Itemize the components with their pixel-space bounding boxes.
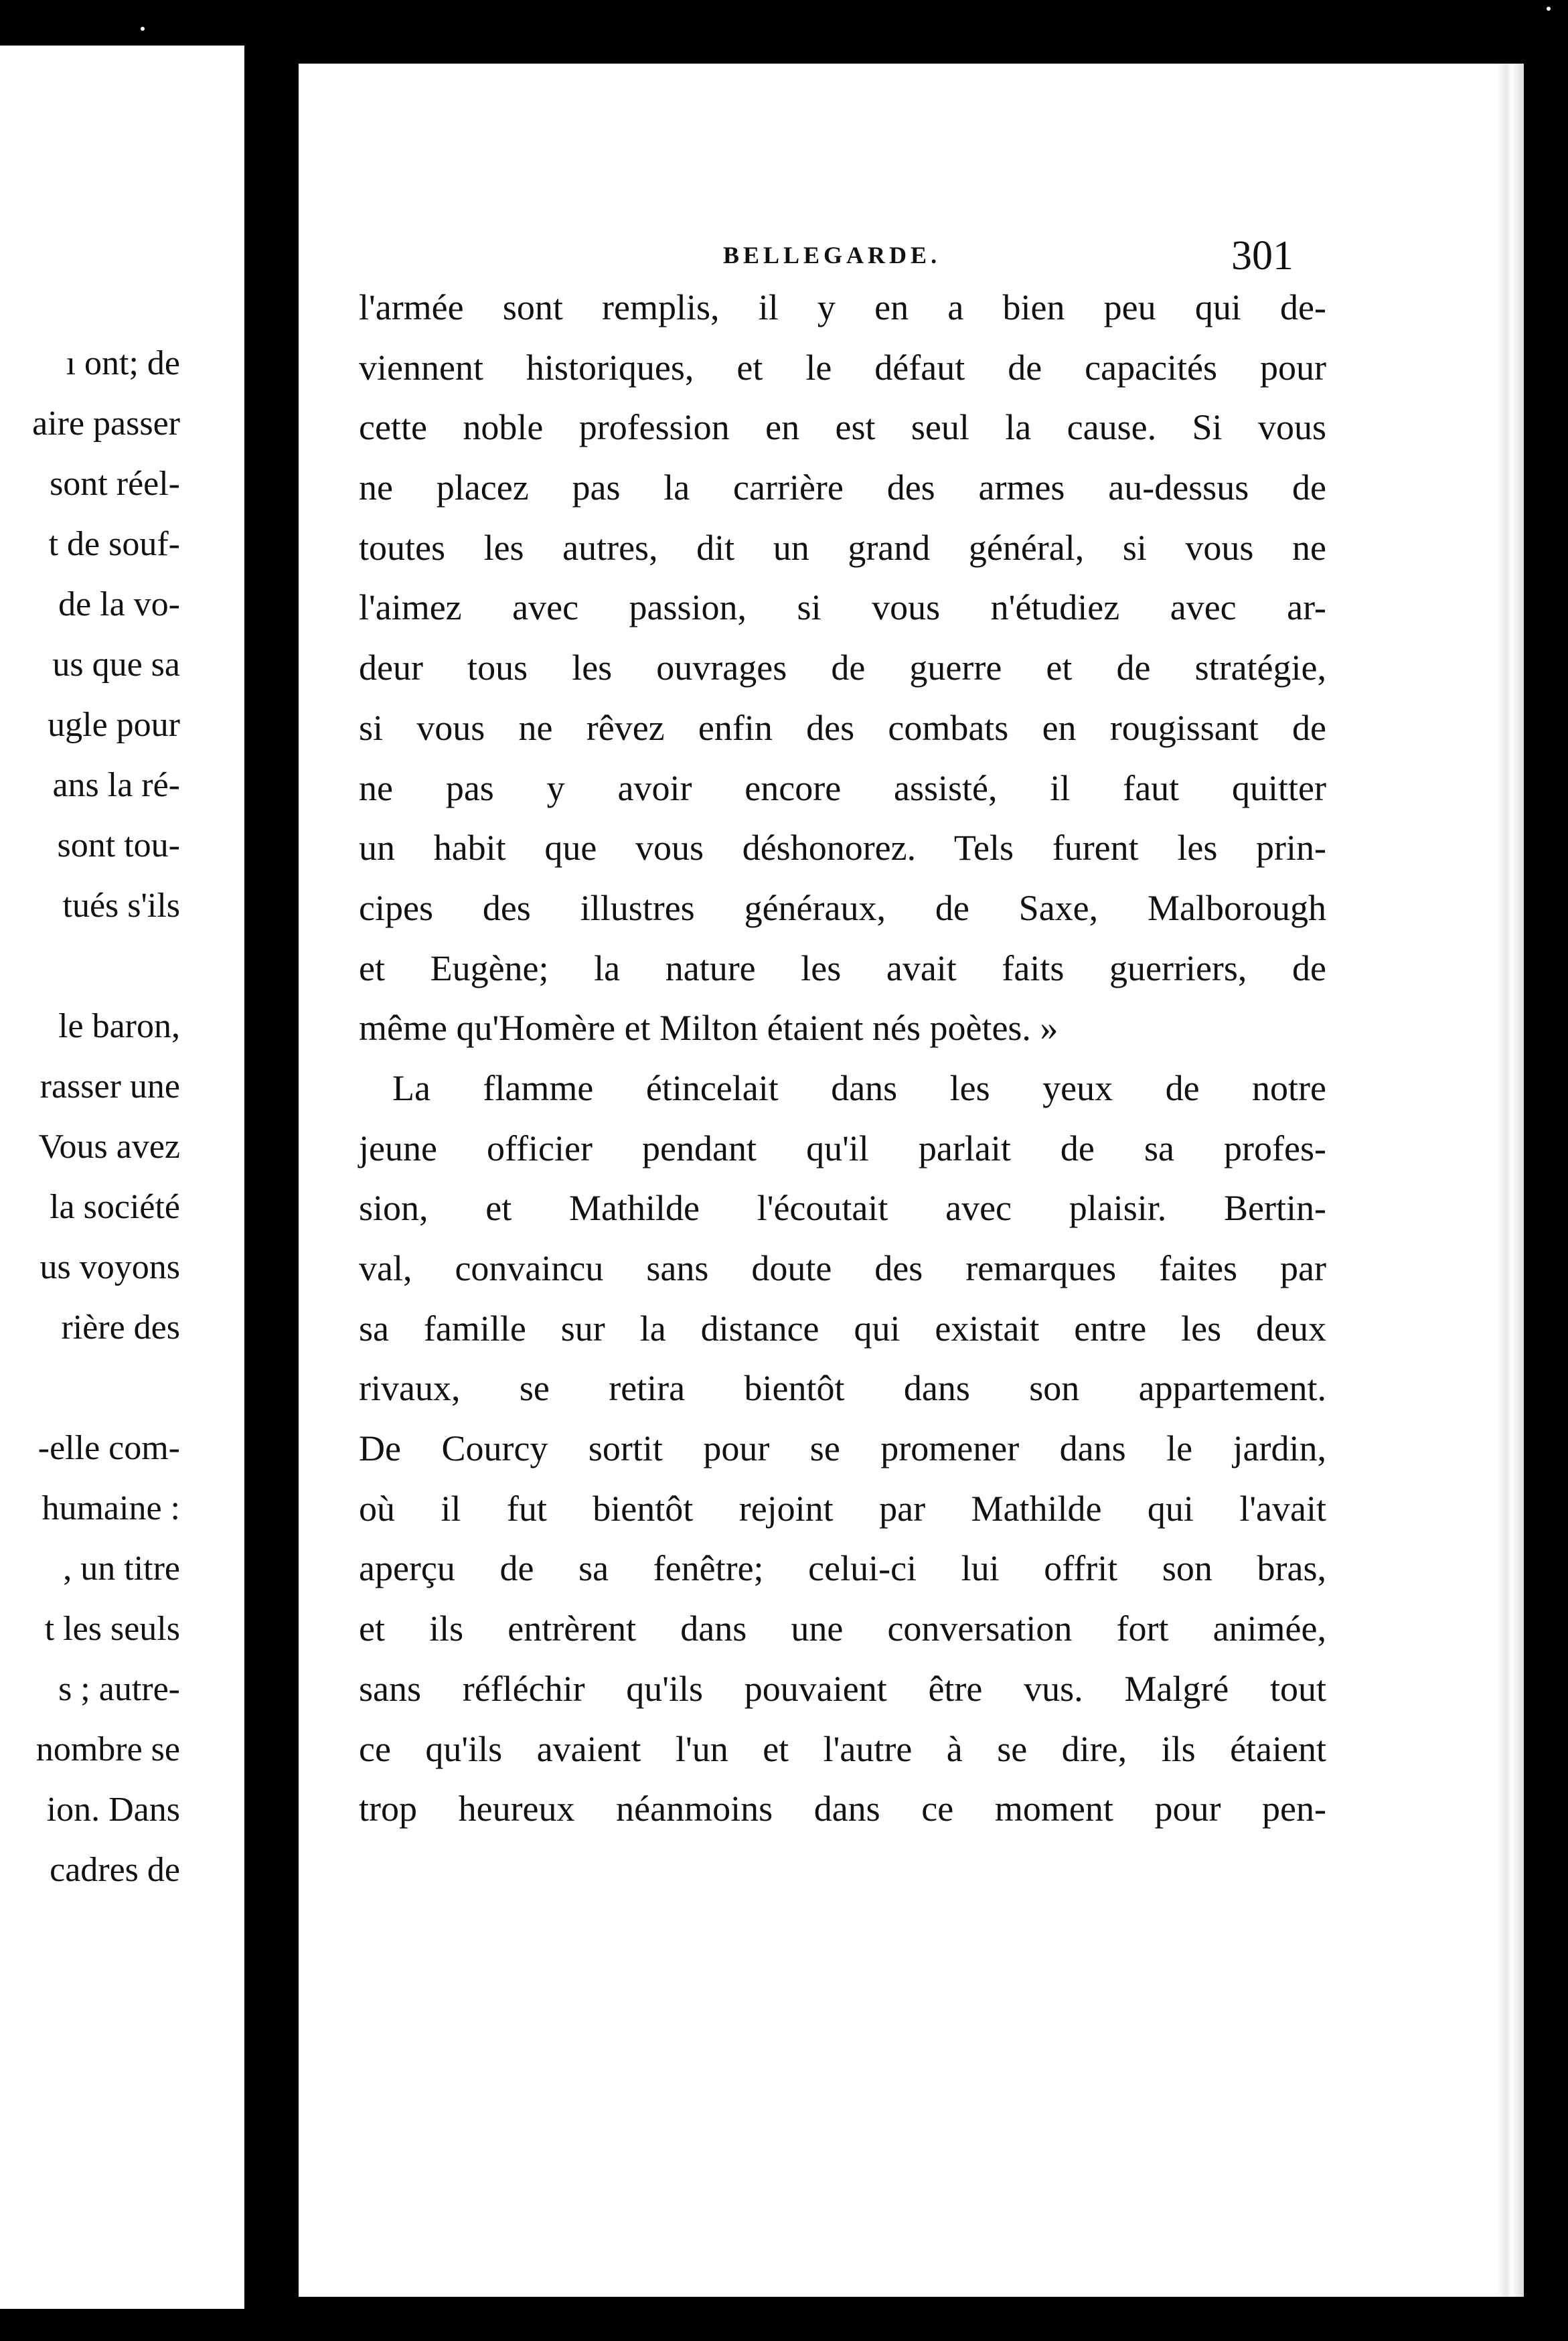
left-line: sont tou- [57,826,180,864]
left-line: tués s'ils [62,887,180,925]
left-line: -elle com- [37,1429,180,1467]
text-line: même qu'Homère et Milton étaient nés poètes. » [359,1008,1059,1049]
left-line: sont réel- [50,465,180,503]
page-edge-shadow [1497,64,1524,2297]
left-line: ion. Dans [46,1791,180,1829]
body-text [359,278,1326,1839]
text-line: val, convaincu sans doute des remarques faites par [359,1248,1326,1288]
left-line: humaine : [42,1489,180,1527]
left-line: t de souf- [48,525,180,563]
text-line: trop heureux néanmoins dans ce moment pour pen- [359,1789,1326,1829]
left-line: rasser une [40,1067,180,1106]
scan-speck [1547,7,1551,11]
left-line: la société [50,1188,180,1226]
scan-speck [141,27,145,31]
text-line: aperçu de sa fenêtre; celui-ci lui offrit son bras, [359,1548,1326,1589]
left-line: , un titre [63,1550,180,1588]
text-line: ce qu'ils avaient l'un et l'autre à se dire, ils étaient [359,1728,1326,1769]
left-line: s ; autre- [58,1670,180,1708]
text-line: cette noble profession en est seul la cause. Si vous [359,407,1326,448]
left-line: ans la ré- [52,766,180,804]
text-line: toutes les autres, dit un grand général, si vous ne [359,527,1326,568]
text-line: sans réfléchir qu'ils pouvaient être vus. Malgré tout [359,1668,1326,1709]
left-line: aire passer [32,404,180,443]
book-gutter [244,0,299,2341]
left-line: t les seuls [44,1610,180,1648]
text-line: et Eugène; la nature les avait faits guerriers, de [359,948,1326,988]
text-line: si vous ne rêvez enfin des combats en rougissant de [359,707,1326,748]
text-line: De Courcy sortit pour se promener dans le jardin, [359,1428,1326,1469]
text-line: ne pas y avoir encore assisté, il faut quitter [359,767,1326,808]
text-line: et ils entrèrent dans une conversation fort animée, [359,1608,1326,1649]
text-line: viennent historiques, et le défaut de capacités pour [359,347,1326,388]
left-line: us que sa [52,646,180,684]
left-line: rière des [61,1308,180,1347]
left-line: nombre se [35,1730,180,1768]
text-line: où il fut bientôt rejoint par Mathilde qui l'avait [359,1488,1326,1529]
text-line: jeune officier pendant qu'il parlait de sa profes- [359,1128,1326,1168]
left-line: us voyons [40,1248,180,1286]
running-head: BELLEGARDE. [723,242,941,269]
text-line: un habit que vous déshonorez. Tels furent les prin- [359,828,1326,869]
text-line: sion, et Mathilde l'écoutait avec plaisir. Bertin- [359,1188,1326,1229]
left-line: ugle pour [48,706,180,744]
text-line: deur tous les ouvrages de guerre et de stratégie, [359,648,1326,688]
text-line: rivaux, se retira bientôt dans son appartement. [359,1368,1326,1409]
text-line: La flamme étincelait dans les yeux de notre [392,1067,1326,1108]
text-line: l'aimez avec passion, si vous n'étudiez avec ar- [359,587,1326,628]
text-line: ne placez pas la carrière des armes au-dessus de [359,467,1326,508]
text-line: l'armée sont remplis, il y en a bien peu qui de- [359,287,1326,327]
right-page [299,64,1524,2297]
left-line: ı ont; de [66,344,180,382]
text-line: sa famille sur la distance qui existait entre les deux [359,1308,1326,1349]
left-line: de la vo- [58,585,180,623]
page-number: 301 [1231,233,1293,279]
left-line: le baron, [58,1007,180,1045]
left-line: cadres de [50,1851,180,1889]
left-line: Vous avez [38,1128,180,1166]
text-line: cipes des illustres généraux, de Saxe, Malborough [359,887,1326,928]
left-page [0,46,244,2309]
